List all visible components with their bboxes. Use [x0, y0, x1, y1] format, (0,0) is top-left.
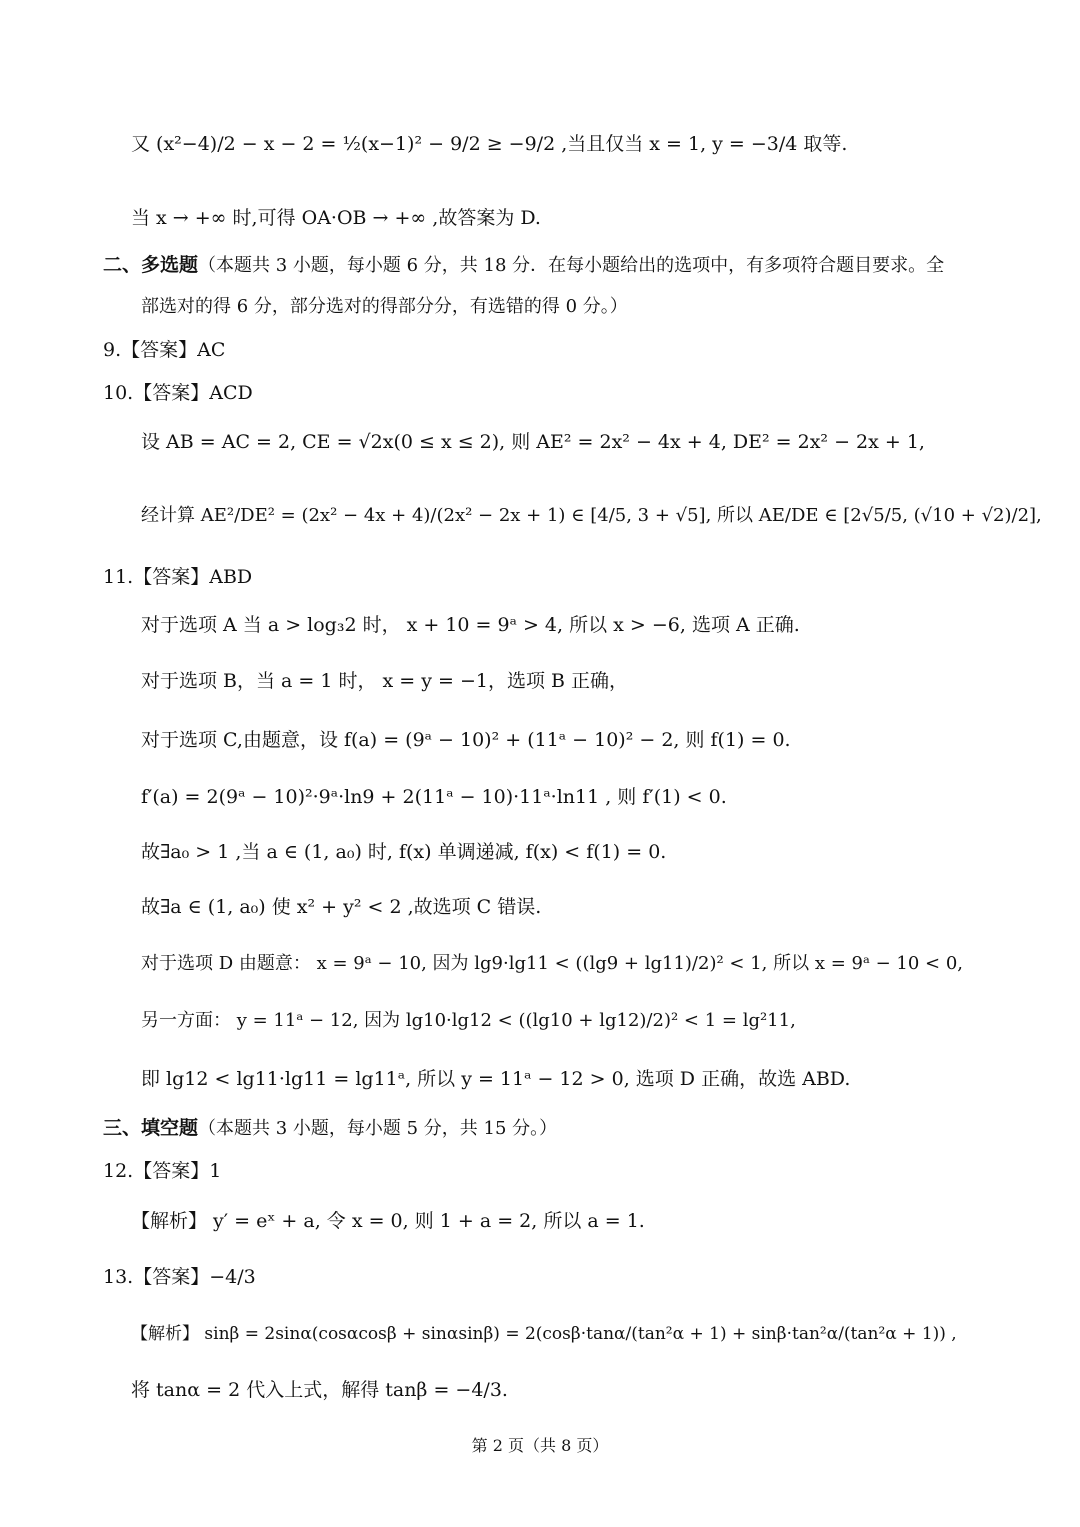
section-2-note: （本题共 3 小题，每小题 6 分，共 18 分．在每小题给出的选项中，有多项符合题目要求。全 — [198, 254, 945, 276]
solution-12: 【解析】 y′ = eˣ + a, 令 x = 0, 则 1 + a = 2, 所以 a = 1. — [131, 1210, 645, 1232]
solution-11-option-b: 对于选项 B，当 a = 1 时， x = y = −1，选项 B 正确， — [141, 670, 629, 692]
solution-11-option-d-3: 即 lg12 < lg11·lg11 = lg11ᵃ, 所以 y = 11ᵃ − 12 > 0, 选项 D 正确，故选 ABD. — [141, 1068, 851, 1090]
section-2-heading — [103, 256, 944, 275]
section-3-note: （本题共 3 小题，每小题 5 分，共 15 分。） — [198, 1117, 558, 1139]
section-2-title: 二、多选题 — [103, 254, 199, 276]
solution-11-option-d-1: 对于选项 D 由题意： x = 9ᵃ − 10, 因为 lg9·lg11 < ((lg9 + lg11)/2)² < 1, 所以 x = 9ᵃ − 10 < 0, — [141, 953, 964, 974]
page-footer: 第 2 页（共 8 页） — [471, 1436, 609, 1455]
answer-13: 13.【答案】−4/3 — [103, 1266, 256, 1288]
solution-11-option-c-3: 故∃a₀ > 1 ,当 a ∈ (1, a₀) 时, f(x) 单调递减, f(x) < f(1) = 0. — [141, 841, 667, 863]
section-3-heading — [103, 1119, 557, 1138]
solution-11-option-c-4: 故∃a ∈ (1, a₀) 使 x² + y² < 2 ,故选项 C 错误. — [141, 896, 542, 918]
solution-10-line-2: 经计算 AE²/DE² = (2x² − 4x + 4)/(2x² − 2x + 1) ∈ [4/5, 3 + √5], 所以 AE/DE ∈ [2√5/5, (√10 + √2)/2], — [141, 505, 1042, 526]
solution-11-option-c-2: f′(a) = 2(9ᵃ − 10)²·9ᵃ·ln9 + 2(11ᵃ − 10)·11ᵃ·ln11 , 则 f′(1) < 0. — [141, 786, 727, 808]
solution-13-line-1: 【解析】 sinβ = 2sinα(cosαcosβ + sinαsinβ) = 2(cosβ·tanα/(tan²α + 1) + sinβ·tan²α/(tan²α + 1)) , — [131, 1324, 957, 1344]
answer-11: 11.【答案】ABD — [103, 566, 253, 588]
answer-10: 10.【答案】ACD — [103, 382, 253, 404]
section-3-title: 三、填空题 — [103, 1117, 199, 1139]
solution-11-option-d-2: 另一方面： y = 11ᵃ − 12, 因为 lg10·lg12 < ((lg10 + lg12)/2)² < 1 = lg²11, — [141, 1010, 796, 1031]
answer-12: 12.【答案】1 — [103, 1160, 222, 1182]
solution-11-option-a: 对于选项 A 当 a > log₃2 时， x + 10 = 9ᵃ > 4, 所以 x > −6, 选项 A 正确. — [141, 614, 800, 636]
section-2-note-cont: 部选对的得 6 分，部分选对的得部分分，有选错的得 0 分。） — [141, 296, 628, 317]
solution-10-line-1: 设 AB = AC = 2, CE = √2x(0 ≤ x ≤ 2), 则 AE² = 2x² − 4x + 4, DE² = 2x² − 2x + 1, — [141, 431, 925, 453]
solution-11-option-c-1: 对于选项 C,由题意，设 f(a) = (9ᵃ − 10)² + (11ᵃ − 10)² − 2, 则 f(1) = 0. — [141, 729, 791, 751]
line-1: 又 (x²−4)/2 − x − 2 = ½(x−1)² − 9/2 ≥ −9/2 ,当且仅当 x = 1, y = −3/4 取等. — [131, 133, 848, 155]
line-2: 当 x → +∞ 时,可得 OA·OB → +∞ ,故答案为 D. — [131, 207, 541, 229]
solution-13-line-2: 将 tanα = 2 代入上式，解得 tanβ = −4/3. — [131, 1379, 508, 1401]
answer-9: 9.【答案】AC — [103, 339, 226, 361]
